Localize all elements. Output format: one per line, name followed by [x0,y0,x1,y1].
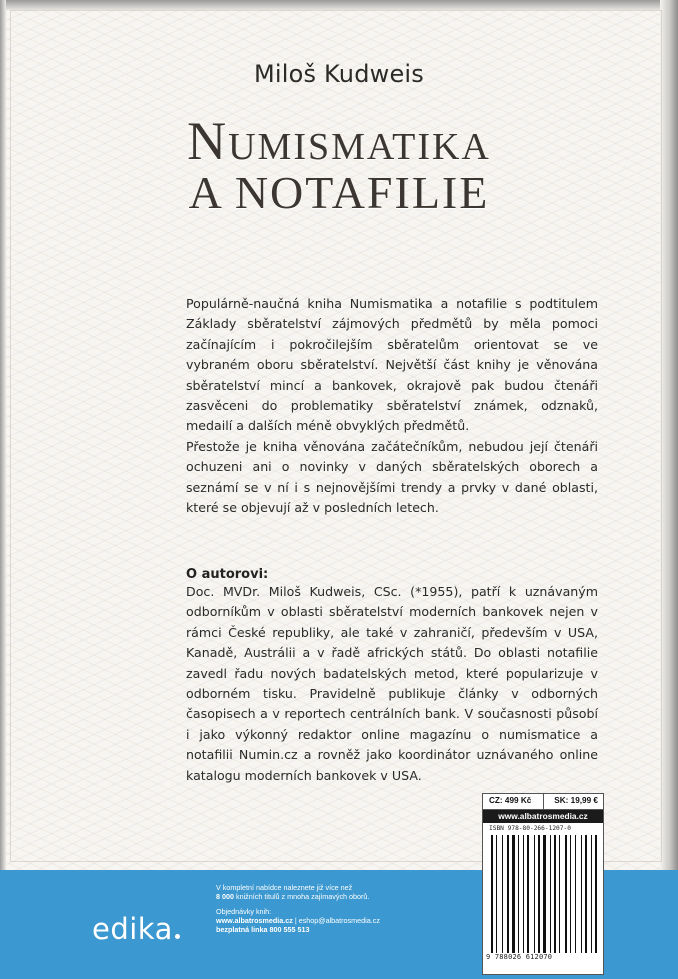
logo-dot-icon [175,934,180,939]
orders-label: Objednávky knih: [216,907,272,916]
price-barcode-box [482,793,604,975]
about-author-heading: O autorovi: [186,567,269,582]
publisher-info [216,883,416,934]
title-count-rest: knižních titulů z mnoha zajímavých oborů. [234,892,370,901]
orders-line [216,916,416,925]
price-row [483,794,603,810]
barcode-number: 9 788026 612070 [486,953,553,961]
pricebox-website: www.albatrosmedia.cz [483,810,603,823]
publisher-logo [92,912,180,946]
barcode-icon [489,835,597,953]
description-paragraph-1: Populárně-naučná kniha Numismatika a notafilie s podtitulem Základy sběratelství zájmových předmětů by měla pomoci začínajícím i pokročilejším sběratelům orientovat se ve vybraném oboru sběratelství. Největší část knihy je věnována sběratelství mincí a bankovek, okrajově pak budou čtenáři zasvěceni do problematiky sběratelství známek, odznaků, medailí a dalších méně obvyklých předmětů. [186,296,598,434]
cover-top-edge [0,0,678,10]
orders-web-link[interactable]: www.albatrosmedia.cz [216,916,293,925]
info-line-2 [216,892,416,901]
publisher-logo-text: edika [92,912,173,946]
isbn-number: ISBN 978-80-266-1207-0 [489,825,571,832]
hotline: bezplatná linka 800 555 513 [216,925,310,934]
orders-email-link[interactable]: eshop@albatrosmedia.cz [298,916,380,925]
price-cz: CZ: 499 Kč [489,796,532,805]
book-title-line2: A NOTAFILIE [188,167,490,218]
about-author-text: Doc. MVDr. Miloš Kudweis, CSc. (*1955), patří k uznávaným odborníkům v oblasti sběratelství moderních bankovek nejen v rámci České republiky, ale také v zahraničí, především v USA, Kanadě, Austrálii a v řadě afrických států. Do oblasti notafilie zavedl řadu nových badatelských metod, které popularizuje v odborném tisku. Pravidelně publikuje články v odborných časopisech a v reportech centrálních bank. V současnosti působí i jako výkonný redaktor online magazínu o numismatice a notafilii Numin.cz a rovněž jako koordinátor uznávaného online katalogu moderních bankovek v USA. [186,584,598,783]
description-paragraph-2: Přestože je kniha věnována začátečníkům, nebudou její čtenáři ochuzeni ani o novinky v daných sběratelských oborech a seznámí se v ní i s nejnovějšími trendy a prvky v dané oblasti, které se objevují až v posledních letech. [186,438,598,516]
book-title-line1: Numismatika [187,111,491,171]
info-line-1: V kompletní nabídce naleznete již více než [216,883,353,892]
title-count: 8 000 [216,892,234,901]
price-sk: SK: 19,99 € [554,796,598,805]
author-name: Miloš Kudweis [253,60,424,88]
book-description [186,294,598,518]
orders-separator: | [292,916,299,925]
